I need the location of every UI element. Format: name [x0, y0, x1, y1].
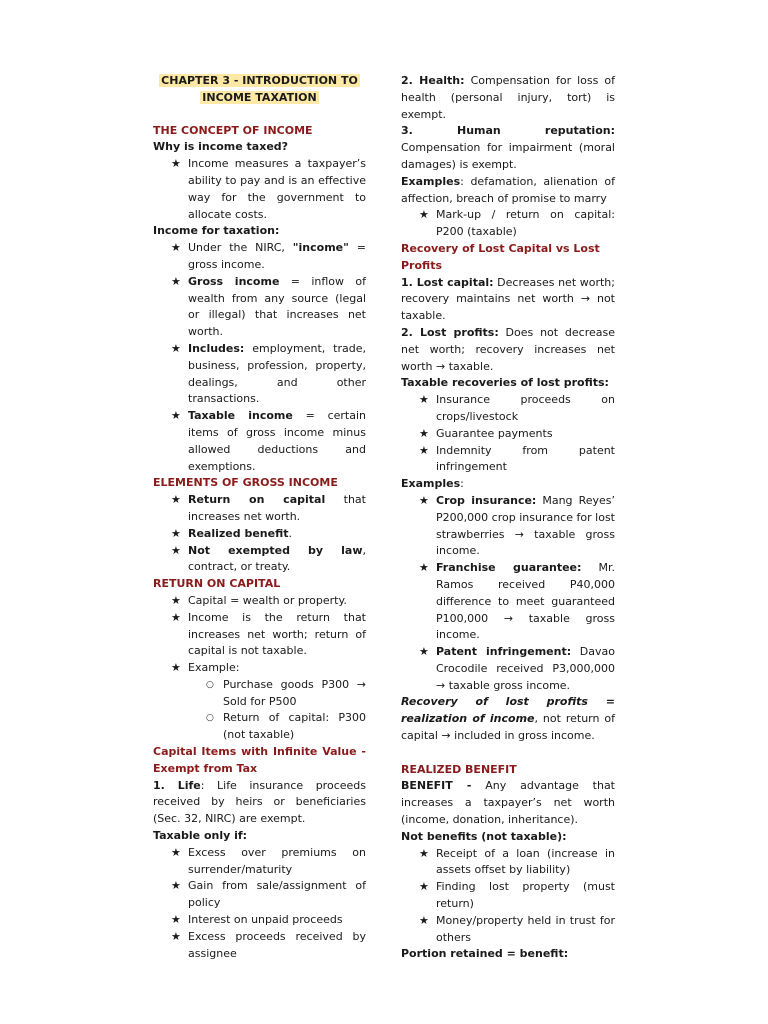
left-column [153, 73, 366, 962]
recovery-summary: Recovery of lost profits = realization of income, not return of capital → included in gross income. [401, 695, 615, 743]
title-line-1: CHAPTER 3 - INTRODUCTION TO [161, 74, 358, 87]
taxable-only-if-list [153, 845, 366, 963]
list-item: ★ Under the NIRC, "income" = gross income. [153, 240, 366, 274]
elements-heading: ELEMENTS OF GROSS INCOME [153, 476, 338, 490]
list-item: ★ Receipt of a loan (increase in assets offset by liability) [401, 846, 615, 880]
capital-items-heading: Capital Items with Infinite Value - Exempt from Tax [153, 745, 366, 775]
list-item: ★ Indemnity from patent infringement [401, 443, 615, 477]
sublist-item: ○ Purchase goods P300 → Sold for P500 [206, 677, 366, 711]
right-column [401, 73, 615, 963]
income-for-taxation-label: Income for taxation: [153, 224, 280, 238]
taxable-recoveries-list [401, 392, 615, 476]
recovery-examples-list [401, 493, 615, 695]
list-item: ★ Realized benefit. [153, 526, 366, 543]
return-on-capital-list [153, 593, 366, 744]
markup-list [401, 207, 615, 241]
list-item: ★ Money/property held in trust for others [401, 913, 615, 947]
list-item: ★ Franchise guarantee: Mr. Ramos received P40,000 difference to meet guaranteed P100,000 → taxable gross income. [401, 560, 615, 644]
health-paragraph: 2. Health: Compensation for loss of health (personal injury, tort) is exempt. [401, 74, 615, 121]
list-item: ★ Excess over premiums on surrender/maturity [153, 845, 366, 879]
list-item: ★ Excess proceeds received by assignee [153, 929, 366, 963]
list-item: ★ Capital = wealth or property. [153, 593, 366, 610]
list-item: ★ Example: ○ Purchase goods P300 → Sold for P500 ○ Return of capital: P300 (not taxable) [153, 660, 366, 744]
not-benefits-label: Not benefits (not taxable): [401, 829, 567, 843]
taxable-only-if-label: Taxable only if: [153, 829, 248, 843]
sublist-item: ○ Return of capital: P300 (not taxable) [206, 710, 366, 744]
life-paragraph: 1. Life: Life insurance proceeds received by heirs or beneficiaries (Sec. 32, NIRC) are exempt. [153, 778, 366, 826]
portion-retained-label: Portion retained = benefit: [401, 947, 569, 961]
list-item: ★ Guarantee payments [401, 426, 615, 443]
list-item: ★ Includes: employment, trade, business, profession, property, dealings, and other transactions. [153, 341, 366, 408]
list-item: ★ Finding lost property (must return) [401, 879, 615, 913]
elements-list [153, 492, 366, 576]
spacer [401, 745, 615, 762]
examples-label: Examples: [401, 477, 464, 491]
list-item: ★ Taxable income = certain items of gross income minus allowed deductions and exemptions. [153, 408, 366, 475]
why-taxed-label: Why is income taxed? [153, 140, 289, 154]
return-on-capital-heading: RETURN ON CAPITAL [153, 577, 281, 591]
recovery-heading: Recovery of Lost Capital vs Lost Profits [401, 241, 600, 272]
list-item: ★ Income is the return that increases net worth; return of capital is not taxable. [153, 610, 366, 660]
list-item: ★ Gain from sale/assignment of policy [153, 878, 366, 912]
chapter-title [153, 73, 366, 107]
income-definitions-list [153, 240, 366, 475]
examples-paragraph: Examples: defamation, alienation of affection, breach of promise to marry [401, 174, 615, 205]
concept-heading: THE CONCEPT OF INCOME [153, 123, 313, 137]
not-benefits-list [401, 846, 615, 947]
title-line-2: INCOME TAXATION [202, 90, 317, 104]
list-item: ★ Income measures a taxpayer’s ability to pay and is an effective way for the government to allocate costs. [153, 156, 366, 223]
list-item: ★ Not exempted by law, contract, or treaty. [153, 543, 366, 577]
why-taxed-list [153, 156, 366, 223]
list-item: ★ Return on capital that increases net worth. [153, 492, 366, 526]
realized-benefit-heading: REALIZED BENEFIT [401, 762, 517, 776]
lost-capital-paragraph: 1. Lost capital: Decreases net worth; recovery maintains net worth → not taxable. [401, 275, 615, 323]
list-item: ★ Interest on unpaid proceeds [153, 912, 366, 929]
benefit-paragraph: BENEFIT - Any advantage that increases a taxpayer’s net worth (income, donation, inheritance). [401, 779, 615, 827]
list-item: ★ Patent infringement: Davao Crocodile received P3,000,000 → taxable gross income. [401, 644, 615, 694]
list-item: ★ Mark-up / return on capital: P200 (taxable) [401, 207, 615, 241]
lost-profits-paragraph: 2. Lost profits: Does not decrease net worth; recovery increases net worth → taxable. [401, 325, 615, 373]
taxable-recoveries-label: Taxable recoveries of lost profits: [401, 376, 609, 390]
example-sublist [206, 677, 366, 744]
list-item: ★ Insurance proceeds on crops/livestock [401, 392, 615, 426]
list-item: ★ Gross income = inflow of wealth from any source (legal or illegal) that increases net worth. [153, 274, 366, 341]
list-item: ★ Crop insurance: Mang Reyes’ P200,000 crop insurance for lost strawberries → taxable gross income. [401, 493, 615, 560]
reputation-paragraph: 3. Human reputation: Compensation for impairment (moral damages) is exempt. [401, 124, 615, 171]
